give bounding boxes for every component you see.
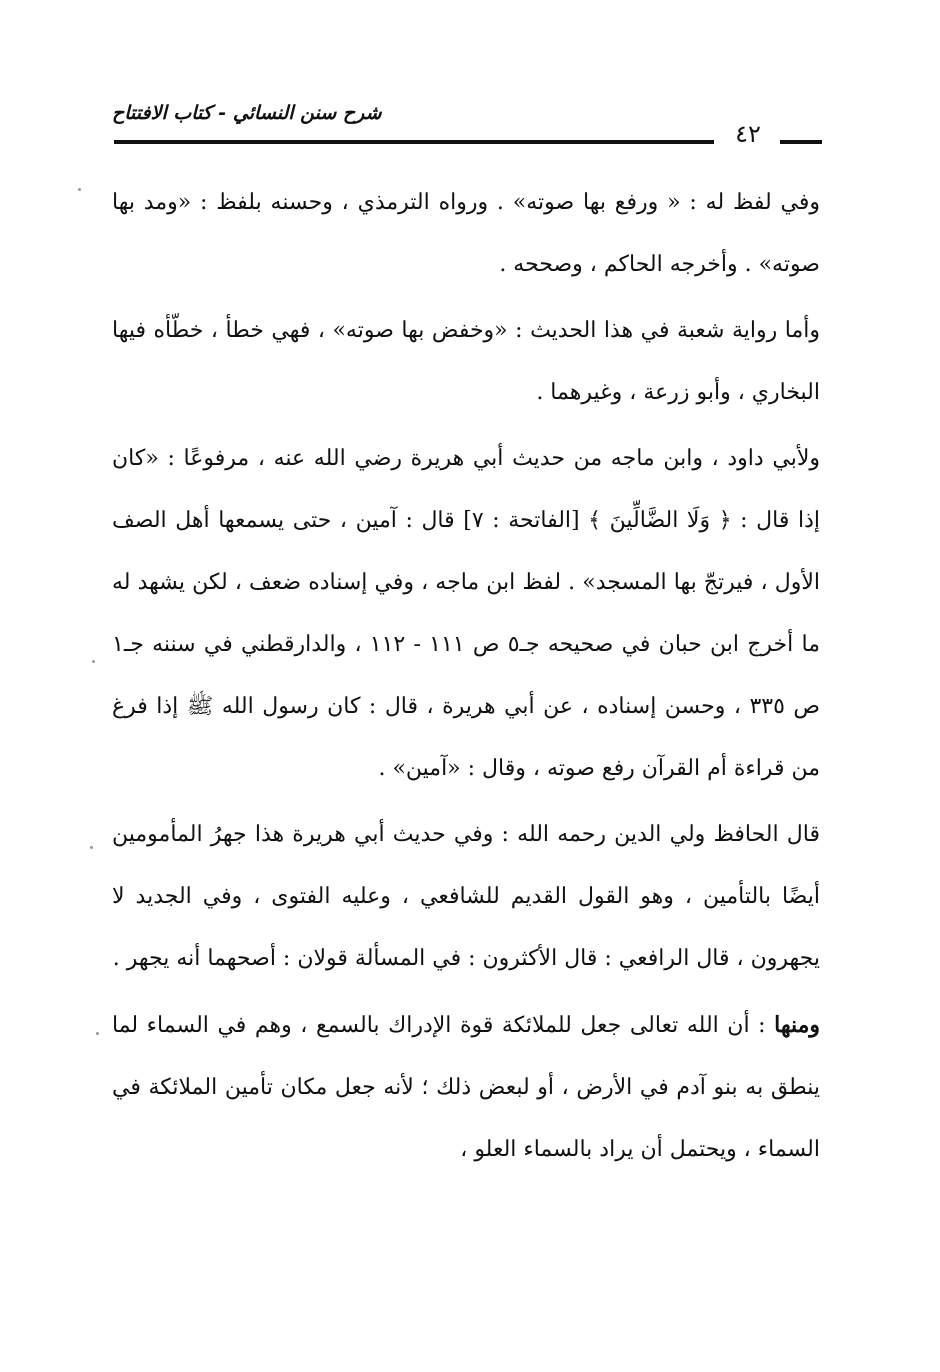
page-header [112,98,822,158]
scan-speck [92,660,95,663]
paragraph-5-lead: ومنها [774,1012,820,1038]
running-title: شرح سنن النسائي - كتاب الافتتاح [112,102,382,124]
scan-speck [96,1032,99,1035]
page-number: ٤٢ [735,120,761,148]
header-dash [780,140,822,144]
body-text [112,172,820,1183]
paragraph-5-text: : أن الله تعالى جعل للملائكة قوة الإدراك بالسمع ، وهم في السماء لما ينطق به بنو آدم في الأرض ، أو لبعض ذلك ؛ لأنه جعل مكان تأمين الملائكة في السماء ، ويحتمل أن يراد بالسماء العلو ، [112,1013,820,1162]
scan-speck [78,188,81,191]
scan-speck [90,846,93,849]
paragraph-5 [112,994,820,1181]
paragraph-1: وفي لفظ له : « ورفع بها صوته» . ورواه الترمذي ، وحسنه بلفظ : «ومد بها صوته» . وأخرجه الحاكم ، وصححه . [112,190,820,277]
header-rule [114,140,714,144]
paragraph-2: وأما رواية شعبة في هذا الحديث : «وخفض بها صوته» ، فهي خطأ ، خطّأه فيها البخاري ، وأبو زرعة ، وغيرهما . [112,318,820,405]
paragraph-4: قال الحافظ ولي الدين رحمه الله : وفي حديث أبي هريرة هذا جهرُ المأمومين أيضًا بالتأمين ، وهو القول القديم للشافعي ، وعليه الفتوى ، وفي الجديد لا يجهرون ، قال الرافعي : قال الأكثرون : في المسألة قولان : أصحهما أنه يجهر . [112,822,820,971]
paragraph-3: ولأبي داود ، وابن ماجه من حديث أبي هريرة رضي الله عنه ، مرفوعًا : «كان إذا قال : ﴿ وَلَا الضَّالِّينَ ﴾ [الفاتحة : ٧] قال : آمين ، حتى يسمعها أهل الصف الأول ، فيرتجّ بها المسجد» . لفظ ابن ماجه ، وفي إسناده ضعف ، لكن يشهد له ما أخرج ابن حبان في صحيحه جـ٥ ص ١١١ - ١١٢ ، والدارقطني في سننه جـ١ ص ٣٣٥ ، وحسن إسناده ، عن أبي هريرة ، قال : كان رسول الله ﷺ إذا فرغ من قراءة أم القرآن رفع صوته ، وقال : «آمين» . [112,446,821,781]
